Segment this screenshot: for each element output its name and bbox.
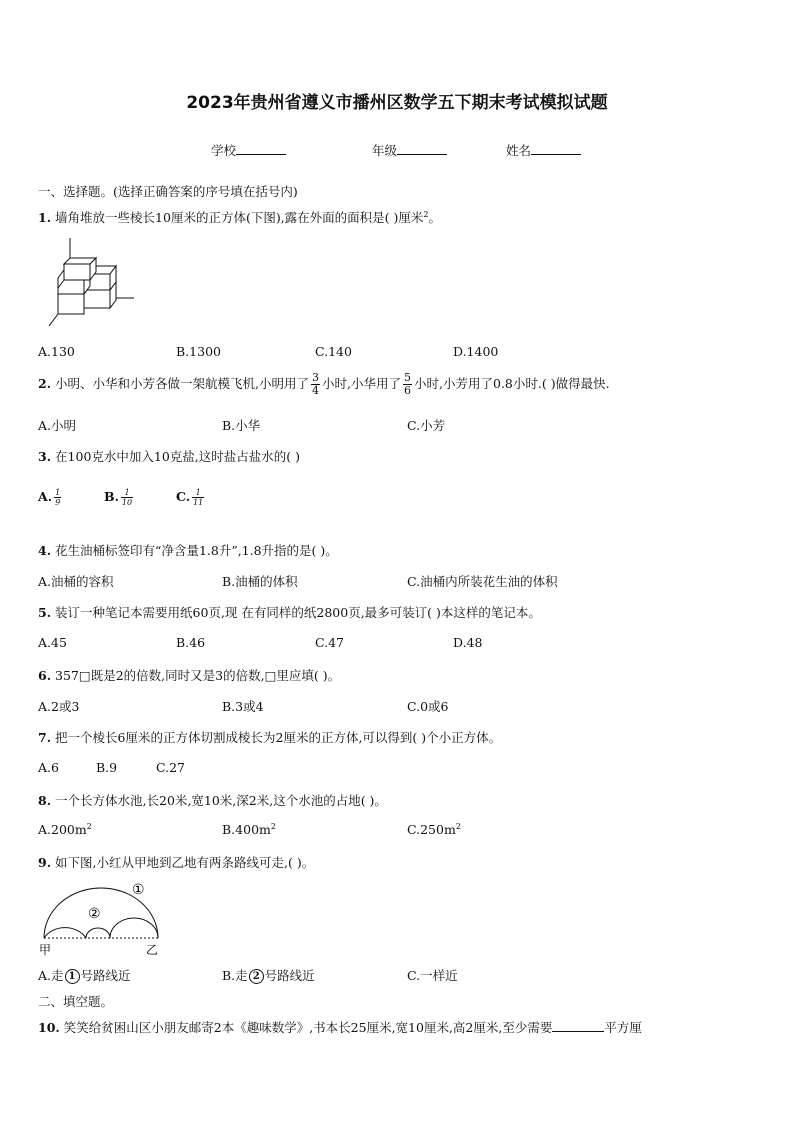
q2-option-a: A.小明: [38, 418, 77, 433]
q2-number: 2.: [38, 376, 52, 391]
name-field: [506, 141, 581, 159]
q4-option-a: A.油桶的容积: [38, 574, 114, 589]
q7-number: 7.: [38, 730, 52, 745]
section-1-heading: 一、选择题。(选择正确答案的序号填在括号内): [38, 184, 298, 199]
q2-option-c: C.小芳: [407, 418, 446, 433]
q6-option-b: B.3或4: [222, 699, 264, 714]
q5-number: 5.: [38, 605, 52, 620]
question-4: [38, 541, 338, 559]
question-6: [38, 666, 340, 684]
q1-end: 。: [428, 210, 442, 225]
circled-two-icon: 2: [249, 969, 264, 984]
route-1-label: ①: [132, 882, 145, 898]
q5-text: 装订一种笔记本需要用纸60页,现 在有同样的纸2800页,最多可装订( )本这样的笔记本。: [55, 605, 541, 620]
name-blank: [531, 141, 581, 155]
grade-label: 年级: [372, 143, 398, 158]
q4-number: 4.: [38, 543, 52, 558]
q7-option-a: A.6: [38, 760, 59, 775]
question-7: [38, 728, 501, 746]
q7-text: 把一个棱长6厘米的正方体切割成棱长为2厘米的正方体,可以得到( )个小正方体。: [55, 730, 502, 745]
q6-number: 6.: [38, 668, 52, 683]
q4-option-c: C.油桶内所装花生油的体积: [407, 574, 558, 589]
q4-option-b: B.油桶的体积: [222, 574, 298, 589]
circled-one-icon: 1: [65, 969, 80, 984]
question-9: [38, 853, 314, 871]
q2-text-c: 小时,小芳用了0.8小时.( )做得最快.: [414, 376, 610, 391]
section-2-heading: 二、填空题。: [38, 994, 114, 1009]
q3-text: 在100克水中加入10克盐,这时盐占盐水的( ): [55, 449, 301, 464]
question-1: [38, 208, 441, 226]
q7-option-c: C.27: [156, 760, 185, 775]
q9-option-b: B.走 2 号路线近: [222, 968, 315, 983]
school-blank: [236, 141, 286, 155]
q2-text-b: 小时,小华用了: [322, 376, 402, 391]
q9-option-a: A.走 1 号路线近: [38, 968, 131, 983]
q10-number: 10.: [38, 1020, 60, 1035]
route-diagram: [36, 876, 166, 960]
question-8: [38, 791, 387, 809]
q8-option-b: $B.400m^2$: [222, 822, 276, 838]
q10-text: 笑笑给贫困山区小朋友邮寄2本《趣味数学》,书本长25厘米,宽10厘米,高2厘米,至少需要: [63, 1020, 553, 1035]
route-2-label: ②: [88, 906, 101, 922]
q1-sup: 2: [423, 209, 429, 219]
name-label: 姓名: [506, 143, 532, 158]
q1-option-c: C.140: [315, 344, 352, 359]
q5-option-c: C.47: [315, 635, 344, 650]
school-field: [211, 141, 286, 159]
q5-option-b: B.46: [176, 635, 206, 650]
q7-option-b: B.9: [96, 760, 118, 775]
q6-option-c: C.0或6: [407, 699, 449, 714]
cube-stack-figure: [44, 238, 138, 330]
q9-number: 9.: [38, 855, 52, 870]
q2-option-b: B.小华: [222, 418, 261, 433]
q8-option-a: $A.200m^2$: [38, 822, 92, 838]
start-label: 甲: [39, 943, 52, 957]
page-title: 2023年贵州省遵义市播州区数学五下期末考试模拟试题: [186, 93, 608, 113]
q8-text: 一个长方体水池,长20米,宽10米,深2米,这个水池的占地( )。: [55, 793, 387, 808]
q1-option-d: D.1400: [453, 344, 499, 359]
q5-option-a: A.45: [38, 635, 67, 650]
end-label: 乙: [146, 943, 159, 957]
q6-text: 357□既是2的倍数,同时又是3的倍数,□里应填( )。: [55, 668, 341, 683]
question-3: [38, 447, 300, 465]
q2-fraction-1: $\frac{3}{4}$: [312, 371, 320, 397]
question-2: [38, 372, 610, 397]
q9-text: 如下图,小红从甲地到乙地有两条路线可走,( )。: [55, 855, 315, 870]
question-5: [38, 603, 541, 621]
question-10: [38, 1018, 642, 1036]
school-label: 学校: [211, 143, 237, 158]
q6-option-a: A.2或3: [38, 699, 80, 714]
q8-number: 8.: [38, 793, 52, 808]
q10-blank: [552, 1018, 604, 1032]
q2-text-a: 小明、小华和小芳各做一架航模飞机,小明用了: [55, 376, 310, 391]
q9-option-c: C.一样近: [407, 968, 458, 983]
q1-number: 1.: [38, 210, 52, 225]
q2-fraction-2: $\frac{5}{6}$: [404, 371, 412, 397]
q4-text: 花生油桶标签印有“净含量1.8升”,1.8升指的是( )。: [55, 543, 338, 558]
q5-option-d: D.48: [453, 635, 483, 650]
grade-blank: [397, 141, 447, 155]
q3-option-c: C. $\frac{1}{11}$: [176, 488, 204, 507]
q3-number: 3.: [38, 449, 52, 464]
q3-option-a: A. $\frac{1}{9}$: [38, 488, 61, 507]
q10-end: 平方厘: [604, 1020, 642, 1035]
q3-option-b: B. $\frac{1}{10}$: [104, 488, 133, 507]
q1-text: 墙角堆放一些棱长10厘米的正方体(下图),露在外面的面积是( )厘米: [55, 210, 424, 225]
q1-option-b: B.1300: [176, 344, 221, 359]
grade-field: [372, 141, 447, 159]
q1-option-a: A.130: [38, 344, 75, 359]
q8-option-c: $C.250m^2$: [407, 822, 461, 838]
